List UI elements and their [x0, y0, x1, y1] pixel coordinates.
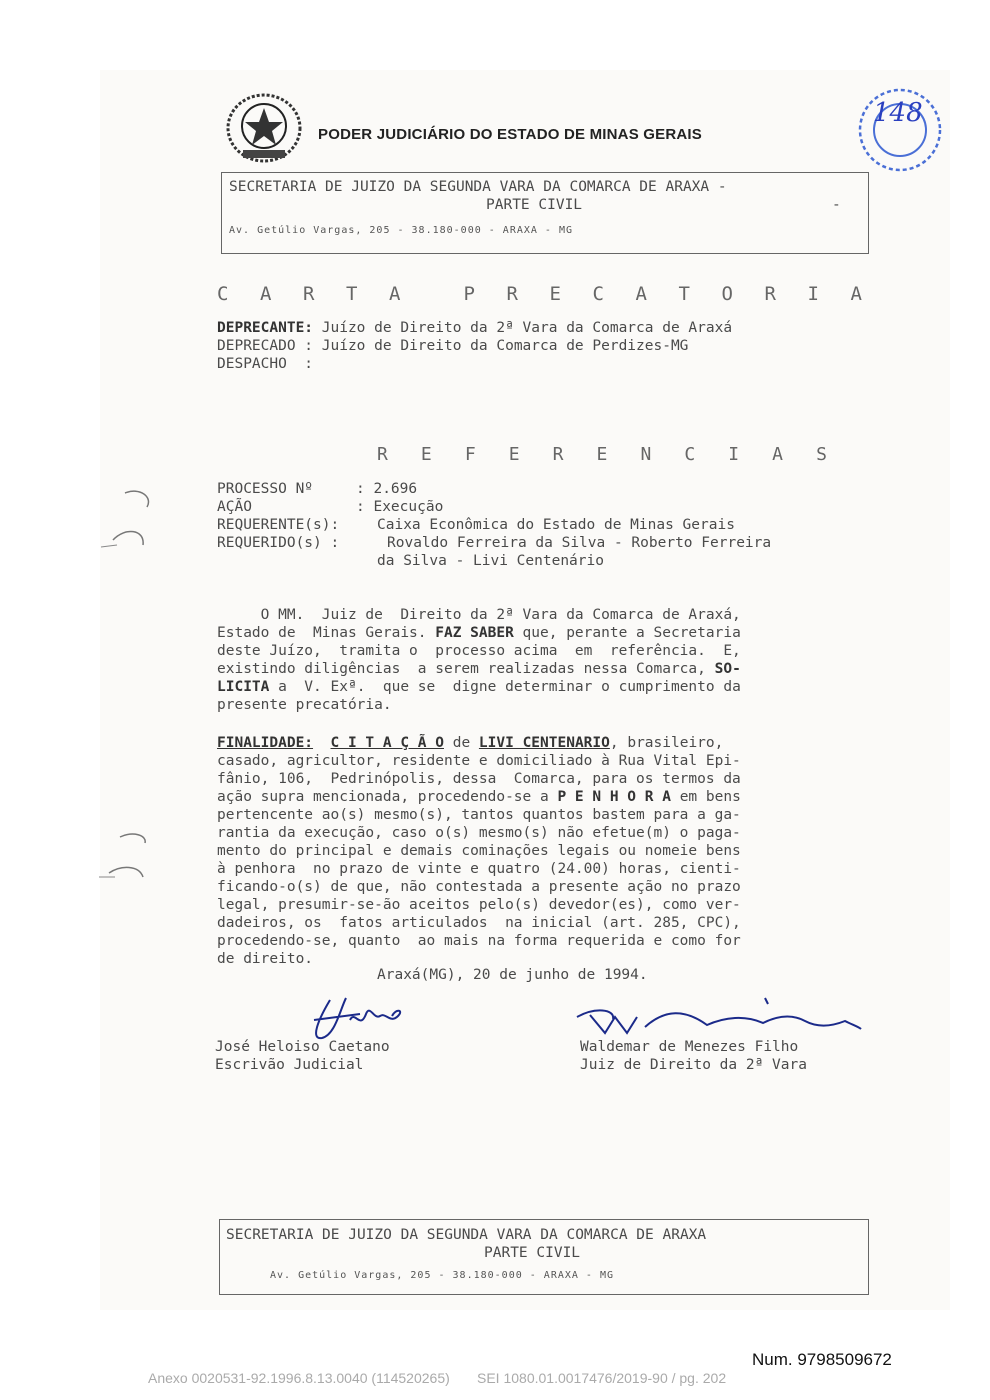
body-line: ação supra mencionada, procedendo-se a P E N H O R A em bens	[217, 789, 741, 805]
punch-hole-icon	[95, 485, 160, 575]
judge-role: Juiz de Direito da 2ª Vara	[580, 1057, 807, 1073]
title-letter: O	[721, 283, 733, 305]
despacho-label: DESPACHO :	[217, 356, 314, 372]
deprecado-value: Juízo de Direito da Comarca de Perdizes-MG	[321, 338, 689, 354]
title-letter: I	[807, 283, 819, 305]
judge-signature-icon	[575, 995, 865, 1040]
references-letter: F	[464, 444, 476, 465]
title-letter: A	[260, 283, 272, 305]
body-line: casado, agricultor, residente e domiciliado à Rua Vital Epi-	[217, 753, 741, 769]
requerido-label: REQUERIDO(s) :	[217, 535, 340, 551]
deprecante-row	[217, 319, 732, 337]
body-line: legal, presumir-se-ão aceitos pelo(s) devedor(es), como ver-	[217, 897, 741, 913]
processo-value: : 2.696	[356, 481, 418, 497]
deprecado-label: DEPRECADO :	[217, 338, 314, 354]
secretariat-header-box	[221, 172, 869, 254]
references-letter: I	[728, 444, 740, 465]
title-letter: R	[764, 283, 776, 305]
body-line: O MM. Juiz de Direito da 2ª Vara da Comarca de Araxá,	[217, 607, 741, 623]
references-letter: E	[420, 444, 432, 465]
title-letter: T	[346, 283, 358, 305]
title-letter: R	[506, 283, 518, 305]
title-letter: R	[303, 283, 315, 305]
clerk-role: Escrivão Judicial	[215, 1057, 364, 1073]
faz-saber: FAZ SABER	[435, 625, 514, 641]
stamp-number: 148	[873, 98, 923, 128]
references-letter: E	[508, 444, 520, 465]
title-letter: A	[635, 283, 647, 305]
body-line: fânio, 106, Pedrinópolis, dessa Comarca, para os termos da	[217, 771, 741, 787]
requerido-value-1: Rovaldo Ferreira da Silva - Roberto Ferreira	[387, 535, 772, 551]
title-letter: T	[678, 283, 690, 305]
finalidade-label: FINALIDADE:	[217, 735, 314, 751]
court-name: PODER JUDICIÁRIO DO ESTADO DE MINAS GERAIS	[318, 126, 702, 143]
references-letter: A	[772, 444, 783, 465]
coat-of-arms-icon	[225, 92, 303, 164]
references-letter: C	[684, 444, 696, 465]
references-letter: S	[816, 444, 827, 465]
clerk-name: José Heloiso Caetano	[215, 1039, 390, 1055]
deprecante-value: Juízo de Direito da 2ª Vara da Comarca de Araxá	[321, 320, 733, 336]
references-letter: N	[640, 444, 652, 465]
judge-name: Waldemar de Menezes Filho	[580, 1039, 799, 1055]
body-line: rantia da execução, caso o(s) mesmo(s) não efetue(m) o paga-	[217, 825, 741, 841]
body-line: pertencente ao(s) mesmo(s), tantos quantos bastem para a ga-	[217, 807, 741, 823]
body-line: existindo diligências a serem realizadas nessa Comarca, SO-	[217, 661, 741, 677]
penhora: P E N H O R A	[557, 789, 671, 805]
secretariat-footer-box	[219, 1219, 869, 1295]
citacao: C I T A Ç Ã O	[330, 735, 444, 751]
body-line: dadeiros, os fatos articulados na inicial (art. 285, CPC),	[217, 915, 741, 931]
body-line: mento do principal e demais cominações legais ou nomeie bens	[217, 843, 741, 859]
title-letter: A	[850, 283, 862, 305]
body-line: deste Juízo, tramita o processo acima em referência. E,	[217, 643, 741, 659]
despacho-row	[217, 355, 313, 373]
annex-reference: Anexo 0020531-92.1996.8.13.0040 (114520265) SEI 1080.01.0017476/2019-90 / pg. 202	[148, 1370, 727, 1386]
requerente-value: Caixa Econômica do Estado de Minas Gerais	[377, 517, 735, 533]
references-letter: R	[552, 444, 564, 465]
secretariat-line: SECRETARIA DE JUIZO DA SEGUNDA VARA DA COMARCA DE ARAXA -	[229, 179, 727, 195]
references-title	[377, 444, 827, 465]
body-line: LICITA a V. Exª. que se digne determinar o cumprimento da	[217, 679, 741, 695]
title-letter: C	[217, 283, 229, 305]
acao-value: : Execução	[356, 499, 444, 515]
body-line: procedendo-se, quanto ao mais na forma requerida e como for	[217, 933, 741, 949]
document-number: Num. 9798509672	[752, 1350, 892, 1369]
body-line: à penhora no prazo de vinte e quatro (24.00) horas, cienti-	[217, 861, 741, 877]
acao-label: AÇÃO	[217, 499, 252, 515]
body-line: ficando-o(s) de que, não contestada a presente ação no prazo	[217, 879, 741, 895]
secretariat-section: PARTE CIVIL	[484, 1245, 581, 1261]
references-letter: E	[596, 444, 608, 465]
body-line: de direito.	[217, 951, 314, 967]
secretariat-line: SECRETARIA DE JUIZO DA SEGUNDA VARA DA COMARCA DE ARAXA	[226, 1227, 707, 1243]
solicita: LICITA	[217, 679, 270, 695]
body-line: Estado de Minas Gerais. FAZ SABER que, perante a Secretaria	[217, 625, 741, 641]
secretariat-address: Av. Getúlio Vargas, 205 - 38.180-000 - ARAXA - MG	[270, 1270, 615, 1281]
finalidade-line: FINALIDADE: C I T A Ç Ã O de LIVI CENTENARIO, brasileiro,	[217, 735, 724, 751]
requerido-value-2: da Silva - Livi Centenário	[377, 553, 604, 569]
title-letter: A	[389, 283, 401, 305]
references-letter: R	[377, 444, 388, 465]
title-letter: P	[463, 283, 475, 305]
title-letter: E	[549, 283, 561, 305]
secretariat-dash: -	[832, 197, 841, 213]
document-title	[217, 283, 862, 305]
deprecante-label: DEPRECANTE:	[217, 320, 314, 336]
protocol-stamp-icon	[850, 82, 946, 178]
body-line: presente precatória.	[217, 697, 392, 713]
punch-hole-icon	[95, 825, 160, 895]
secretariat-address: Av. Getúlio Vargas, 205 - 38.180-000 - ARAXA - MG	[229, 225, 574, 236]
requerente-label: REQUERENTE(s):	[217, 517, 340, 533]
document-date: Araxá(MG), 20 de junho de 1994.	[377, 967, 648, 983]
defendant-name: LIVI CENTENARIO	[478, 735, 610, 751]
deprecado-row	[217, 337, 688, 355]
secretariat-section: PARTE CIVIL	[486, 197, 583, 213]
processo-label: PROCESSO Nº	[217, 481, 314, 497]
title-letter: C	[592, 283, 604, 305]
